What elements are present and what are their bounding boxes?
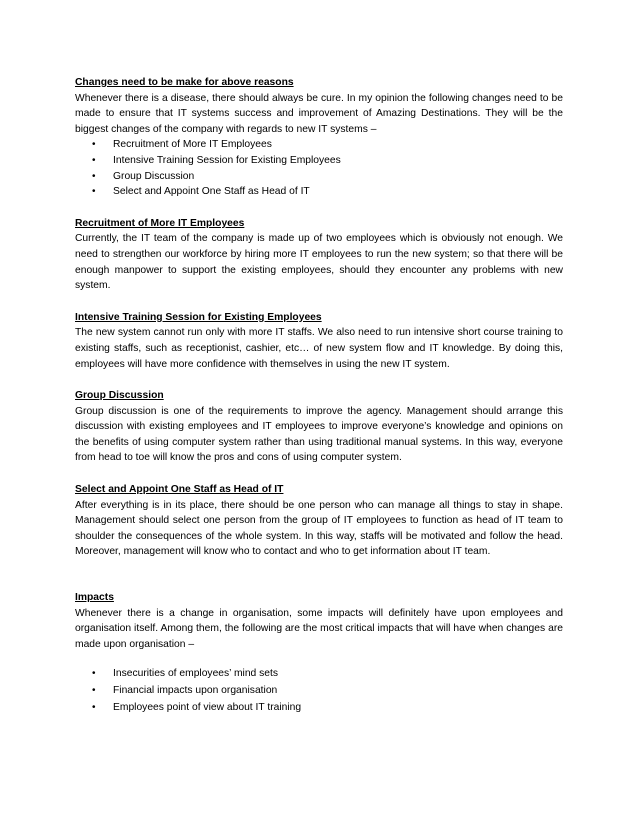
list-item-text: Group Discussion (113, 170, 195, 182)
list-item-text: Insecurities of employees’ mind sets (113, 668, 279, 680)
list-item (75, 153, 563, 169)
bullet-icon: • (92, 701, 96, 713)
section-heading: Recruitment of More IT Employees (75, 217, 245, 229)
section-paragraph: Group discussion is one of the requirements to improve the agency. Management should arrange this discussion with existing employees and IT employees to improve everyone’s knowledge and opinions on the benefits of using computer system rather than using traditional manual systems. In this way, everyone from head to toe will know the pros and cons of using computer system. (75, 405, 563, 464)
section-recruitment (75, 216, 563, 294)
list-item-text: Financial impacts upon organisation (113, 685, 278, 696)
section-heading: Group Discussion (75, 390, 164, 402)
section-paragraph: After everything is in its place, there should be one person who can manage all things to stay in shape. Management should select one person from the group of IT employees to function as head of IT team to shoulder the consequences of the whole system. In this way, staffs will be motivated and follow the head. Moreover, management will know who to contact and who to get information about IT team. (75, 499, 563, 558)
section-impacts (75, 590, 563, 715)
bullet-icon: • (92, 685, 96, 696)
bullet-icon: • (92, 154, 96, 166)
bullet-list (75, 666, 563, 715)
section-paragraph: Whenever there is a disease, there should always be cure. In my opinion the following changes need to be made to ensure that IT systems success and improvement of Amazing Destinations. They will be the biggest changes of the company with regards to new IT systems – (75, 92, 563, 135)
list-item (75, 137, 563, 153)
section-heading: Changes need to be make for above reasons (75, 77, 294, 88)
section-training (75, 310, 563, 372)
document-body (75, 75, 563, 731)
section-heading: Impacts (75, 592, 114, 604)
list-item (75, 666, 563, 682)
bullet-icon: • (92, 139, 96, 151)
section-paragraph: The new system cannot run only with more IT staffs. We also need to run intensive short course training to existing staffs, such as receptionist, cashier, etc… of new system flow and IT knowledge. By doing this, employees will have more confidence with themselves in using the new IT system. (75, 327, 563, 370)
list-item-text: Employees point of view about IT training (113, 701, 302, 713)
bullet-list (75, 137, 563, 199)
section-paragraph: Currently, the IT team of the company is made up of two employees which is obviously not enough. We need to strengthen our workforce by hiring more IT employees to run the new system; so that there will be enough manpower to support the existing employees, should they encounter any problems with new system. (75, 233, 563, 292)
list-item-text: Intensive Training Session for Existing Employees (113, 154, 341, 166)
list-item-text: Recruitment of More IT Employees (113, 139, 272, 151)
list-item (75, 184, 563, 200)
list-item-text: Select and Appoint One Staff as Head of IT (113, 186, 310, 198)
list-item (75, 169, 563, 185)
list-item (75, 683, 563, 699)
bullet-icon: • (92, 186, 96, 198)
section-group-discussion (75, 388, 563, 466)
list-item (75, 700, 563, 716)
section-heading: Select and Appoint One Staff as Head of IT (75, 484, 284, 496)
bullet-icon: • (92, 170, 96, 182)
bullet-icon: • (92, 668, 96, 680)
section-head-of-it (75, 482, 563, 560)
section-heading: Intensive Training Session for Existing Employees (75, 311, 322, 323)
section-paragraph: Whenever there is a change in organisation, some impacts will definitely have upon employees and organisation itself. Among them, the following are the most critical impacts that will have when changes are made upon organisation – (75, 607, 563, 650)
section-changes (75, 75, 563, 200)
